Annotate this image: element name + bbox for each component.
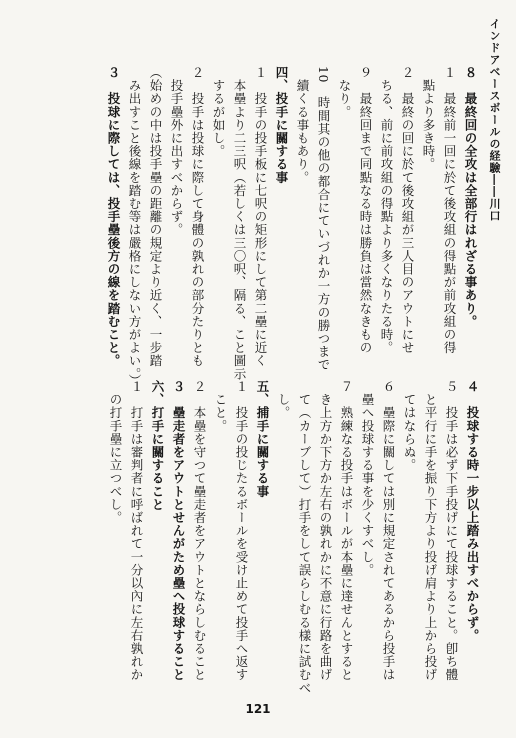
text-column: １ 投手の投じたるボールを受け止めて投手へ返す: [234, 380, 249, 682]
text-column: ちる、前に前攻組の得點より多くなりたる時。: [379, 66, 394, 355]
text-column: し。: [276, 380, 291, 420]
text-column: ２ 投手は投球に際して身體の孰れの部分たりとも: [190, 66, 205, 368]
text-column: ３ 壘走者をアウトとせんがため壘へ投球すること: [171, 380, 186, 682]
text-column: １ 打手は審判者に呼ばれて一分以內に左右孰れか: [129, 380, 144, 682]
bottom-text-block: [100, 380, 478, 694]
text-column: こと。: [213, 380, 228, 433]
text-column: ４ 投球する時一步以上踏み出すべからず。: [465, 380, 480, 642]
text-column: なり。: [337, 66, 352, 119]
text-column: 10 時間其の他の都合にていづれか一方の勝つまで: [316, 66, 331, 372]
text-column: ５ 投手は必ず下手投げにて投球すること。卽ち體: [444, 380, 459, 682]
text-column: １ 最終前一回に於て後攻組の得點が前攻組の得: [442, 66, 457, 355]
text-column: の打手壘に立つべし。: [108, 380, 123, 525]
text-column: 投手壘外に出すべからず。: [169, 66, 184, 237]
text-column: 續くる事もあり。: [295, 66, 310, 184]
running-head: インドアベースボールの経驗――川口: [488, 18, 501, 222]
text-column: と平行に手を振り下方より投げ肩より上から投げ: [423, 380, 438, 682]
text-column: ３ 投球に際しては、投手壘後方の線を踏むこと。: [106, 66, 121, 368]
text-column: １ 投手の投手板に七呎の矩形にして第二壘に近く: [253, 66, 268, 368]
text-column: 壘へ投球する事を少くすべし。: [360, 380, 375, 577]
text-column: ９ 最終回まで同點なる時は勝負は當然なきもの: [358, 66, 373, 355]
text-column: ６ 壘際に關しては別に規定されてあるから投手は: [381, 380, 396, 682]
text-column: てはならぬ。: [402, 380, 417, 472]
page-number: 121: [245, 702, 271, 716]
text-column: き上方か下方か左右の孰れかに不意に行路を曲げ: [318, 380, 333, 682]
text-column: ２ 本壘を守つて壘走者をアウトとならしむること: [192, 380, 207, 682]
text-column: 點より多き時。: [421, 66, 436, 171]
text-column: み出すこと後線を踏む等は嚴格にしない方がよい。）: [127, 66, 142, 388]
text-column: て（カーブして）打手をして誤らしむる樣に試むべ: [297, 380, 312, 695]
text-column: 六、打手に關すること: [150, 380, 165, 511]
text-column: するが如し。: [211, 66, 226, 158]
text-column: 四、投手に關する事: [274, 66, 289, 184]
text-column: ７ 熟練なる投手はボールが本壘に達せんとすると: [339, 380, 354, 682]
text-column: ８ 最終回の全攻は全部行はれざる事あり。: [463, 66, 478, 328]
text-column: 五、捕手に關する事: [255, 380, 270, 498]
text-column: （始めの中は投手壘の距離の規定より近く、一步踏: [148, 66, 163, 368]
text-column: 本壘より二三呎（若しくは三〇呎、隔る、こと圖示: [232, 66, 247, 381]
top-text-block: [98, 66, 476, 387]
text-column: ２ 最終の回に於て後攻組が三人目のアウトにせ: [400, 66, 415, 355]
